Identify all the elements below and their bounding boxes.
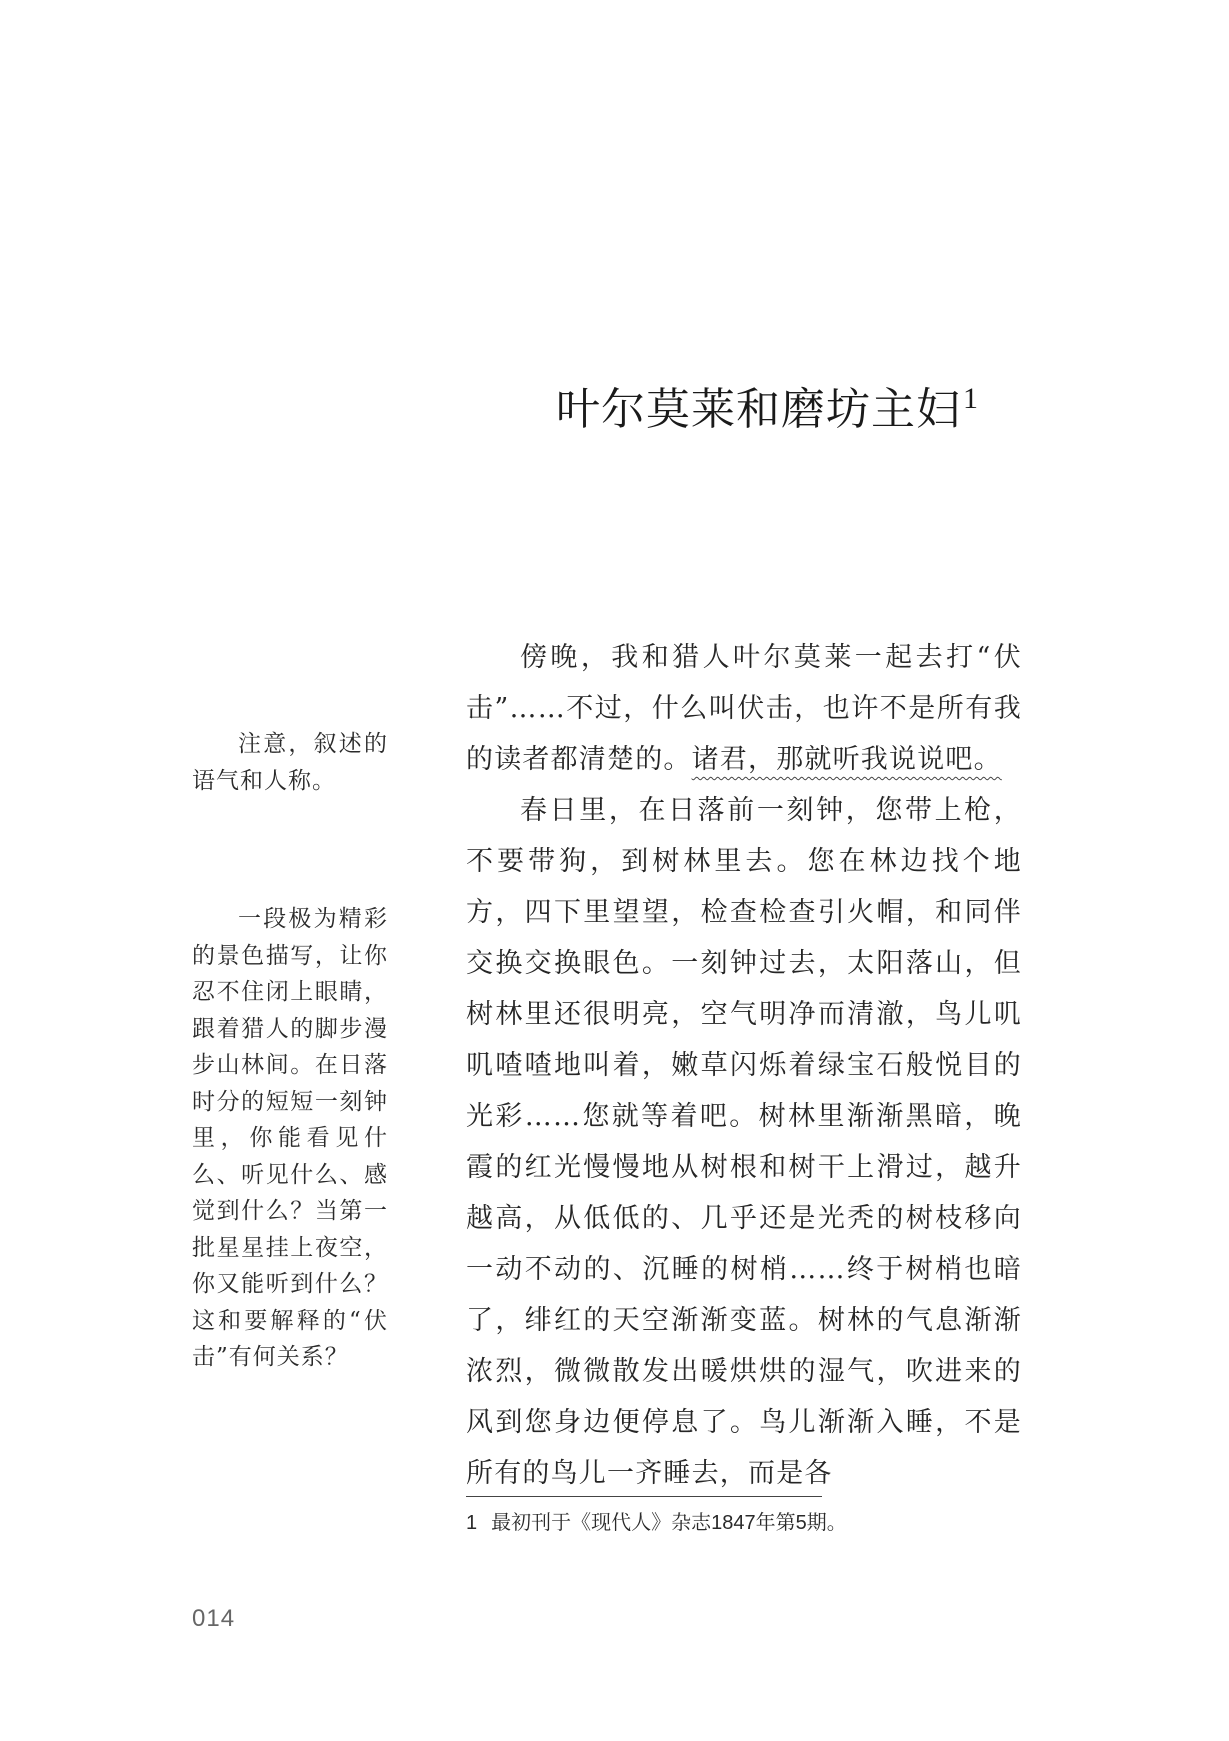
main-body-text: [466, 632, 1022, 1499]
wavy-underlined-phrase: 诸君，那就听我说说吧。: [691, 744, 1002, 775]
margin-note-narration: 注意，叙述的语气和人称。: [192, 731, 388, 794]
page-number: 014: [192, 1605, 236, 1632]
footnote: [466, 1508, 1022, 1538]
body-paragraph-1: [466, 632, 1022, 785]
chapter-title-text: 叶尔莫莱和磨坊主妇: [556, 384, 961, 435]
chapter-title: [556, 380, 979, 440]
body-paragraph-2: 春日里，在日落前一刻钟，您带上枪，不要带狗，到树林里去。您在林边找个地方，四下里望望，检查检查引火帽，和同伴交换交换眼色。一刻钟过去，太阳落山，但树林里还很明亮，空气明净而清澈，鸟儿叽叽喳喳地叫着，嫩草闪烁着绿宝石般悦目的光彩……您就等着吧。树林里渐渐黑暗，晚霞的红光慢慢地从树根和树干上滑过，越升越高，从低低的、几乎还是光秃的树枝移向一动不动的、沉睡的树梢……终于树梢也暗了，绯红的天空渐渐变蓝。树林的气息渐渐浓烈，微微散发出暖烘烘的湿气，吹进来的风到您身边便停息了。鸟儿渐渐入睡，不是所有的鸟儿一齐睡去，而是各: [466, 795, 1022, 1489]
footnote-text: 最初刊于《现代人》杂志1847年第5期。: [491, 1512, 847, 1534]
margin-note-scenery: 一段极为精彩的景色描写，让你忍不住闭上眼睛，跟着猎人的脚步漫步山林间。在日落时分的短短一刻钟里，你能看见什么、听见什么、感觉到什么？当第一批星星挂上夜空，你又能听到什么？这和要解释的“伏击”有何关系？: [192, 906, 388, 1370]
footnote-number: 1: [466, 1512, 478, 1534]
body-paragraph-1-text: 傍晚，我和猎人叶尔莫莱一起去打“伏击”……不过，什么叫伏击，也许不是所有我的读者都清楚的。: [466, 642, 1022, 775]
footnote-divider: [466, 1496, 822, 1497]
title-footnote-mark: 1: [963, 382, 979, 415]
